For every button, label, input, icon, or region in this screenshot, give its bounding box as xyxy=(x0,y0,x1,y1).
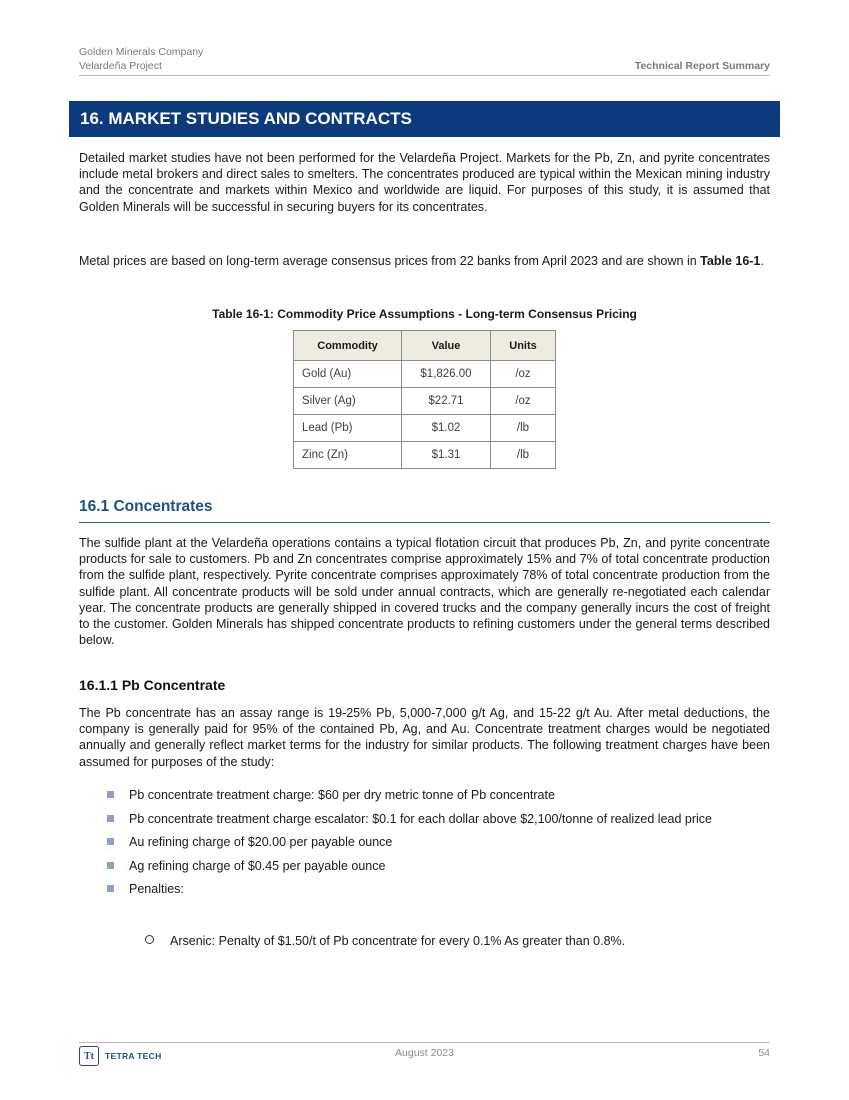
cell-units: /lb xyxy=(491,442,556,469)
subsubsection-heading: 16.1.1 Pb Concentrate xyxy=(79,677,226,693)
square-bullet-icon xyxy=(107,791,114,798)
cell-value: $1.02 xyxy=(402,415,491,442)
metal-prices-paragraph xyxy=(79,253,770,269)
header-doc-type: Technical Report Summary xyxy=(634,60,770,72)
cell-value: $22.71 xyxy=(402,388,491,415)
intro-paragraph: Detailed market studies have not been performed for the Velardeña Project. Markets for the Pb, Zn, and pyrite concentrates include metal brokers and direct sales to smelters. The concentrates produced are typical within the Mexican mining industry and the concentrate and markets within Mexico and worldwide are liquid. For purposes of this study, it is assumed that Golden Minerals will be successful in securing buyers for its concentrates. xyxy=(79,151,770,214)
square-bullet-icon xyxy=(107,862,114,869)
table-row xyxy=(294,442,556,469)
list-item-text: Pb concentrate treatment charge escalator: $0.1 for each dollar above $2,100/tonne of realized lead price xyxy=(129,811,713,826)
header-project: Velardeña Project xyxy=(79,60,162,72)
square-bullet-icon xyxy=(107,838,114,845)
table-reference: Table 16-1 xyxy=(700,254,761,268)
metal-prices-text: Metal prices are based on long-term average consensus prices from 22 banks from April 2023 and are shown in xyxy=(79,254,701,268)
table-caption: Table 16-1: Commodity Price Assumptions - Long-term Consensus Pricing xyxy=(212,307,637,321)
column-header-commodity: Commodity xyxy=(294,331,402,361)
footer-date: August 2023 xyxy=(395,1047,454,1059)
tetra-tech-logo-icon: Tt xyxy=(79,1046,99,1066)
cell-units: /oz xyxy=(491,388,556,415)
footer-divider xyxy=(79,1042,770,1043)
table-header-row xyxy=(294,331,556,361)
table-row xyxy=(294,361,556,388)
sub-list-item-text: Arsenic: Penalty of $1.50/t of Pb concentrate for every 0.1% As greater than 0.8%. xyxy=(170,934,626,948)
column-header-units: Units xyxy=(491,331,556,361)
cell-commodity: Silver (Ag) xyxy=(294,388,402,415)
square-bullet-icon xyxy=(107,885,114,892)
list-item xyxy=(107,858,767,875)
header-company: Golden Minerals Company xyxy=(79,46,204,58)
cell-units: /oz xyxy=(491,361,556,388)
list-item xyxy=(107,811,767,828)
circle-bullet-icon xyxy=(145,935,154,944)
sub-list-item xyxy=(145,933,625,949)
cell-commodity: Zinc (Zn) xyxy=(294,442,402,469)
list-item-text: Penalties: xyxy=(129,882,184,896)
section-heading: 16. MARKET STUDIES AND CONTRACTS xyxy=(69,101,780,137)
cell-units: /lb xyxy=(491,415,556,442)
cell-value: $1.31 xyxy=(402,442,491,469)
treatment-charges-list xyxy=(107,787,767,905)
page-number: 54 xyxy=(758,1047,770,1059)
list-item xyxy=(107,834,767,851)
concentrates-paragraph: The sulfide plant at the Velardeña operations contains a typical flotation circuit that produces Pb, Zn, and pyrite concentrate products for sale to customers. Pb and Zn concentrates comprise approximately 15% and 7% of total concentrate production from the sulfide plant, respectively. Pyrite concentrate comprises approximately 78% of total concentrate production from the sulfide plant. All concentrate products will be sold under annual contracts, which are generally re-negotiated each calendar year. The concentrate products are generally shipped in covered trucks and the company generally incurs the cost of freight to the customer. Golden Minerals has shipped concentrate products to refining customers under the general terms described below. xyxy=(79,536,770,648)
pb-concentrate-paragraph: The Pb concentrate has an assay range is 19-25% Pb, 5,000-7,000 g/t Ag, and 15-22 g/t Au. After metal deductions, the company is generally paid for 95% of the contained Pb, Ag, and Au. Concentrate treatment charges would be negotiated annually and generally reflect market terms for the industry for similar products. The following treatment charges have been assumed for purposes of the study: xyxy=(79,706,770,769)
square-bullet-icon xyxy=(107,815,114,822)
commodity-price-table xyxy=(293,330,556,469)
table-row xyxy=(294,415,556,442)
list-item-text: Au refining charge of $20.00 per payable ounce xyxy=(129,835,393,849)
cell-commodity: Gold (Au) xyxy=(294,361,402,388)
sentence-end: . xyxy=(760,254,764,268)
list-item-text: Pb concentrate treatment charge: $60 per dry metric tonne of Pb concentrate xyxy=(129,788,555,802)
running-header xyxy=(79,45,203,73)
cell-commodity: Lead (Pb) xyxy=(294,415,402,442)
header-divider xyxy=(79,75,770,76)
list-item xyxy=(107,787,767,804)
table-row xyxy=(294,388,556,415)
logo-text: TETRA TECH xyxy=(105,1051,162,1061)
list-item xyxy=(107,881,767,898)
subsection-heading: 16.1 Concentrates xyxy=(79,498,770,523)
column-header-value: Value xyxy=(402,331,491,361)
cell-value: $1,826.00 xyxy=(402,361,491,388)
list-item-text: Ag refining charge of $0.45 per payable ounce xyxy=(129,858,386,873)
